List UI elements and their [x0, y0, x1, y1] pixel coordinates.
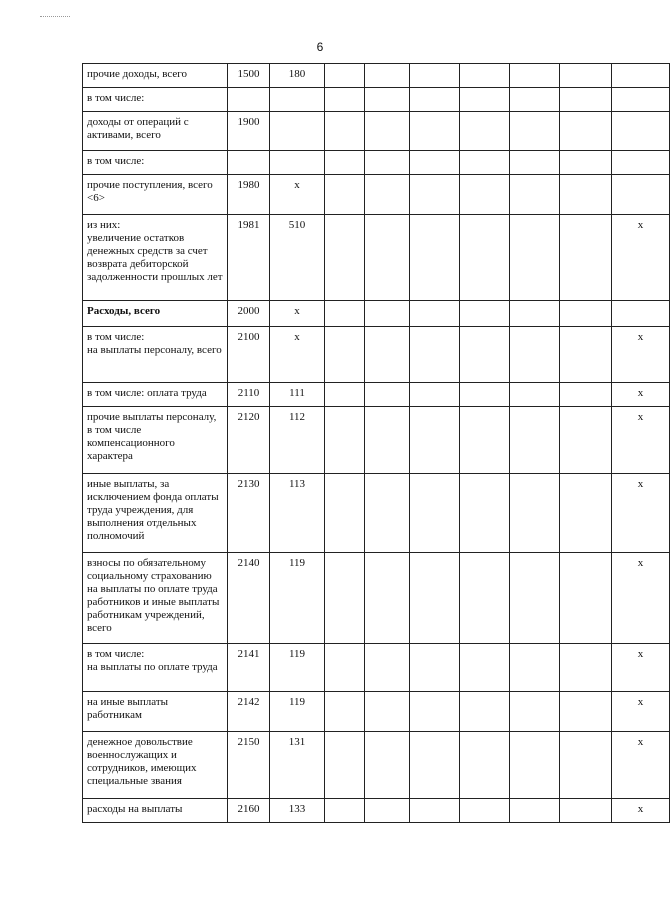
- row-label: [83, 327, 228, 383]
- row-kosgu: [270, 474, 325, 553]
- empty-cell: [510, 407, 560, 474]
- empty-cell: [460, 301, 510, 327]
- empty-cell: [325, 732, 365, 799]
- empty-cell: [460, 799, 510, 823]
- empty-cell: [365, 407, 410, 474]
- empty-cell: [460, 327, 510, 383]
- empty-cell: [365, 732, 410, 799]
- row-label: [83, 799, 228, 823]
- row-code-text: 2110: [237, 387, 260, 399]
- table-row: [83, 112, 670, 151]
- row-label-text: взносы по обязательному социальному страхованию на выплаты по оплате труда работников и иные выплаты работникам учреждений, всего: [87, 557, 220, 634]
- row-label: [83, 474, 228, 553]
- empty-cell: [560, 215, 612, 301]
- empty-cell: [365, 692, 410, 732]
- empty-cell: [410, 301, 460, 327]
- row-kosgu-text: 180: [288, 68, 306, 80]
- row-code: [228, 301, 270, 327]
- row-label-text: прочие доходы, всего: [87, 68, 187, 80]
- row-last-mark: [612, 88, 670, 112]
- empty-cell: [460, 553, 510, 644]
- empty-cell: [410, 383, 460, 407]
- row-label-text: прочие выплаты персоналу, в том числе компенсационного характера: [87, 411, 217, 462]
- row-kosgu: [270, 407, 325, 474]
- row-kosgu: [270, 175, 325, 215]
- empty-cell: [365, 327, 410, 383]
- row-kosgu: [270, 64, 325, 88]
- row-code: [228, 474, 270, 553]
- empty-cell: [510, 474, 560, 553]
- table-row: [83, 64, 670, 88]
- empty-cell: [410, 799, 460, 823]
- empty-cell: [560, 301, 612, 327]
- row-code: [228, 644, 270, 692]
- row-last-mark: [612, 112, 670, 151]
- empty-cell: [365, 799, 410, 823]
- row-kosgu-text: 113: [288, 478, 306, 490]
- row-code: [228, 327, 270, 383]
- row-code-text: 2140: [237, 557, 260, 569]
- row-label-text: в том числе:: [87, 92, 145, 104]
- empty-cell: [510, 175, 560, 215]
- row-kosgu-text: x: [294, 179, 300, 191]
- empty-cell: [325, 64, 365, 88]
- row-code: [228, 553, 270, 644]
- row-label-text: иные выплаты, за исключением фонда оплаты труда учреждения, для выполнения отдельных полномочий: [87, 478, 219, 542]
- row-last-mark: [612, 383, 670, 407]
- empty-cell: [325, 112, 365, 151]
- row-code: [228, 799, 270, 823]
- row-kosgu-text: x: [294, 305, 300, 317]
- row-label: [83, 215, 228, 301]
- row-last-mark: [612, 474, 670, 553]
- row-code: [228, 175, 270, 215]
- row-kosgu-text: 119: [288, 696, 306, 708]
- empty-cell: [460, 112, 510, 151]
- row-kosgu: [270, 644, 325, 692]
- empty-cell: [325, 799, 365, 823]
- row-kosgu-text: 119: [288, 557, 306, 569]
- row-last-mark-text: x: [637, 331, 644, 343]
- empty-cell: [510, 64, 560, 88]
- empty-cell: [560, 799, 612, 823]
- row-label-text: Расходы, всего: [87, 305, 161, 317]
- empty-cell: [510, 151, 560, 175]
- empty-cell: [410, 644, 460, 692]
- row-code-text: 2160: [237, 803, 260, 815]
- row-label: [83, 64, 228, 88]
- row-code-text: 2142: [237, 696, 260, 708]
- row-code: [228, 88, 270, 112]
- empty-cell: [325, 644, 365, 692]
- row-last-mark-text: x: [637, 803, 644, 815]
- row-label-text: денежное довольствие военнослужащих и сотрудников, имеющих специальные звания: [87, 736, 197, 787]
- row-code: [228, 112, 270, 151]
- table-row: [83, 407, 670, 474]
- row-label: [83, 732, 228, 799]
- empty-cell: [510, 215, 560, 301]
- row-code-text: 1900: [237, 116, 260, 128]
- empty-cell: [410, 88, 460, 112]
- empty-cell: [560, 692, 612, 732]
- row-label: [83, 175, 228, 215]
- empty-cell: [410, 474, 460, 553]
- empty-cell: [460, 692, 510, 732]
- empty-cell: [510, 553, 560, 644]
- row-label: [83, 407, 228, 474]
- row-label: [83, 301, 228, 327]
- row-last-mark: [612, 301, 670, 327]
- row-label-text: на иные выплаты работникам: [87, 696, 169, 721]
- row-last-mark: [612, 799, 670, 823]
- empty-cell: [510, 692, 560, 732]
- row-label: [83, 88, 228, 112]
- empty-cell: [365, 215, 410, 301]
- empty-cell: [410, 407, 460, 474]
- row-kosgu-text: 133: [288, 803, 306, 815]
- empty-cell: [325, 215, 365, 301]
- empty-cell: [365, 64, 410, 88]
- empty-cell: [410, 732, 460, 799]
- empty-cell: [460, 175, 510, 215]
- row-kosgu-text: 510: [288, 219, 306, 231]
- empty-cell: [325, 151, 365, 175]
- table-row: [83, 175, 670, 215]
- row-label-text: в том числе: на выплаты персоналу, всего: [87, 331, 222, 356]
- empty-cell: [560, 553, 612, 644]
- row-code: [228, 151, 270, 175]
- empty-cell: [410, 64, 460, 88]
- row-code-text: 2141: [237, 648, 260, 660]
- row-label: [83, 383, 228, 407]
- row-kosgu: [270, 799, 325, 823]
- row-kosgu: [270, 327, 325, 383]
- empty-cell: [460, 151, 510, 175]
- empty-cell: [365, 553, 410, 644]
- empty-cell: [325, 88, 365, 112]
- row-code: [228, 215, 270, 301]
- row-code: [228, 383, 270, 407]
- row-last-mark: [612, 327, 670, 383]
- empty-cell: [410, 327, 460, 383]
- row-kosgu-text: 131: [288, 736, 306, 748]
- empty-cell: [560, 175, 612, 215]
- empty-cell: [365, 88, 410, 112]
- row-last-mark-text: x: [637, 411, 644, 423]
- row-last-mark-text: x: [637, 387, 644, 399]
- empty-cell: [560, 88, 612, 112]
- empty-cell: [510, 644, 560, 692]
- row-last-mark: [612, 407, 670, 474]
- empty-cell: [560, 644, 612, 692]
- empty-cell: [365, 474, 410, 553]
- empty-cell: [460, 474, 510, 553]
- empty-cell: [460, 383, 510, 407]
- row-last-mark-text: x: [637, 478, 644, 490]
- row-label: [83, 644, 228, 692]
- empty-cell: [325, 327, 365, 383]
- budget-table: [82, 63, 670, 823]
- row-label-text: из них: увеличение остатков денежных средств за счет возврата дебиторской задолженности прошлых лет: [87, 219, 223, 283]
- table-row: [83, 151, 670, 175]
- empty-cell: [560, 474, 612, 553]
- empty-cell: [410, 692, 460, 732]
- row-label-text: в том числе: на выплаты по оплате труда: [87, 648, 218, 673]
- empty-cell: [325, 474, 365, 553]
- row-kosgu-text: 111: [289, 387, 305, 399]
- row-label-text: прочие поступления, всего <6>: [87, 179, 213, 204]
- row-last-mark-text: x: [637, 557, 644, 569]
- table-row: [83, 692, 670, 732]
- row-kosgu: [270, 301, 325, 327]
- row-code-text: 2100: [237, 331, 260, 343]
- table-row: [83, 799, 670, 823]
- empty-cell: [510, 88, 560, 112]
- row-last-mark: [612, 151, 670, 175]
- row-code-text: 2130: [237, 478, 260, 490]
- row-kosgu: [270, 215, 325, 301]
- row-kosgu: [270, 151, 325, 175]
- row-code-text: 1980: [237, 179, 260, 191]
- row-last-mark: [612, 732, 670, 799]
- empty-cell: [460, 64, 510, 88]
- empty-cell: [410, 215, 460, 301]
- row-label: [83, 692, 228, 732]
- empty-cell: [365, 175, 410, 215]
- row-kosgu-text: x: [294, 331, 300, 343]
- row-label-text: в том числе: оплата труда: [87, 387, 207, 399]
- empty-cell: [325, 407, 365, 474]
- row-last-mark: [612, 692, 670, 732]
- empty-cell: [510, 301, 560, 327]
- row-label-text: доходы от операций с активами, всего: [87, 116, 189, 141]
- row-code: [228, 64, 270, 88]
- empty-cell: [410, 175, 460, 215]
- row-label: [83, 112, 228, 151]
- scan-artifact: [40, 16, 70, 19]
- row-code-text: 1981: [237, 219, 260, 231]
- empty-cell: [510, 112, 560, 151]
- row-code: [228, 692, 270, 732]
- empty-cell: [560, 151, 612, 175]
- empty-cell: [560, 732, 612, 799]
- row-code-text: 1500: [237, 68, 260, 80]
- row-kosgu-text: 119: [288, 648, 306, 660]
- row-last-mark: [612, 553, 670, 644]
- empty-cell: [325, 553, 365, 644]
- table-row: [83, 732, 670, 799]
- empty-cell: [365, 644, 410, 692]
- empty-cell: [560, 112, 612, 151]
- empty-cell: [325, 301, 365, 327]
- empty-cell: [510, 327, 560, 383]
- empty-cell: [460, 732, 510, 799]
- page-number: 6: [316, 40, 324, 54]
- empty-cell: [365, 151, 410, 175]
- empty-cell: [510, 799, 560, 823]
- empty-cell: [325, 383, 365, 407]
- empty-cell: [365, 383, 410, 407]
- empty-cell: [325, 175, 365, 215]
- empty-cell: [460, 407, 510, 474]
- empty-cell: [410, 553, 460, 644]
- table-row: [83, 215, 670, 301]
- row-kosgu: [270, 383, 325, 407]
- row-code-text: 2120: [237, 411, 260, 423]
- row-last-mark-text: x: [637, 696, 644, 708]
- row-kosgu: [270, 553, 325, 644]
- row-last-mark: [612, 175, 670, 215]
- row-label-text: расходы на выплаты: [87, 803, 183, 815]
- empty-cell: [410, 151, 460, 175]
- row-last-mark: [612, 644, 670, 692]
- row-kosgu: [270, 732, 325, 799]
- table-row: [83, 88, 670, 112]
- row-kosgu: [270, 692, 325, 732]
- empty-cell: [560, 407, 612, 474]
- empty-cell: [365, 112, 410, 151]
- table-row: [83, 474, 670, 553]
- empty-cell: [460, 88, 510, 112]
- row-label-text: в том числе:: [87, 155, 145, 167]
- row-code: [228, 732, 270, 799]
- empty-cell: [560, 327, 612, 383]
- empty-cell: [560, 383, 612, 407]
- row-last-mark-text: x: [637, 736, 644, 748]
- row-last-mark-text: x: [637, 648, 644, 660]
- row-kosgu: [270, 112, 325, 151]
- row-code: [228, 407, 270, 474]
- empty-cell: [410, 112, 460, 151]
- row-label: [83, 553, 228, 644]
- empty-cell: [365, 301, 410, 327]
- row-last-mark: [612, 64, 670, 88]
- empty-cell: [510, 732, 560, 799]
- row-last-mark-text: x: [637, 219, 644, 231]
- empty-cell: [460, 644, 510, 692]
- row-last-mark: [612, 215, 670, 301]
- table-row: [83, 383, 670, 407]
- row-kosgu: [270, 88, 325, 112]
- row-kosgu-text: 112: [288, 411, 306, 423]
- table-row: [83, 327, 670, 383]
- row-label: [83, 151, 228, 175]
- table-row: [83, 553, 670, 644]
- row-code-text: 2000: [237, 305, 260, 317]
- table-row: [83, 644, 670, 692]
- empty-cell: [510, 383, 560, 407]
- empty-cell: [325, 692, 365, 732]
- empty-cell: [560, 64, 612, 88]
- table-row: [83, 301, 670, 327]
- empty-cell: [460, 215, 510, 301]
- table-body: [83, 64, 670, 823]
- row-code-text: 2150: [237, 736, 260, 748]
